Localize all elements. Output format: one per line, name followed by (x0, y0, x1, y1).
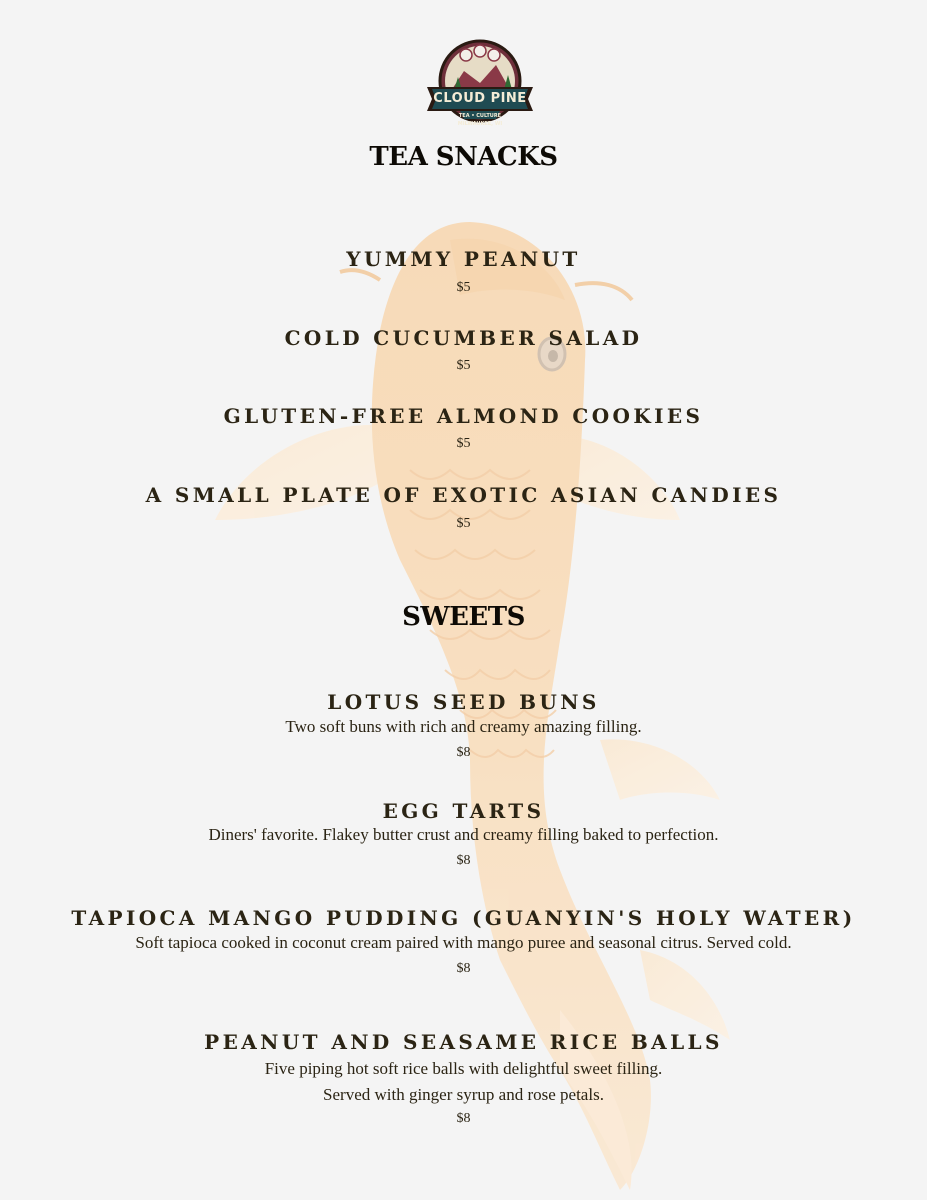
logo-tagline: TEA • CULTURE (458, 113, 502, 119)
menu-item-description: Diners' favorite. Flakey butter crust and creamy filling baked to perfection. (208, 825, 719, 844)
menu-item-price: $5 (456, 436, 471, 451)
cloud-pine-logo (424, 37, 536, 129)
menu-item-price: $5 (456, 516, 471, 531)
menu-item-name: COLD CUCUMBER SALAD (284, 326, 643, 350)
menu-item-name: YUMMY PEANUT (346, 247, 581, 271)
menu-item-name: LOTUS SEED BUNS (327, 690, 600, 714)
menu-item-description: Served with ginger syrup and rose petals. (323, 1085, 604, 1104)
menu-item-price: $8 (456, 1111, 471, 1126)
menu-item-name: GLUTEN-FREE ALMOND COOKIES (223, 404, 704, 428)
menu-item-price: $5 (456, 358, 471, 373)
tea-snacks-heading: TEA SNACKS (369, 142, 558, 172)
menu-item-price: $8 (456, 853, 471, 868)
logo-location: MILWAUKEE, WI (457, 121, 503, 127)
menu-item-name: TAPIOCA MANGO PUDDING (GUANYIN'S HOLY WATER) (71, 906, 856, 930)
menu-item-description: Soft tapioca cooked in coconut cream paired with mango puree and seasonal citrus. Served cold. (135, 933, 792, 952)
menu-item-description: Five piping hot soft rice balls with delightful sweet filling. (264, 1059, 663, 1078)
sweets-heading: SWEETS (402, 602, 525, 632)
menu-item-name: A SMALL PLATE OF EXOTIC ASIAN CANDIES (145, 483, 782, 507)
menu-item-price: $8 (456, 961, 471, 976)
menu-item-name: EGG TARTS (382, 799, 545, 823)
logo-name: CLOUD PINE (433, 91, 527, 106)
menu-item-price: $8 (456, 745, 471, 760)
menu-item-name: PEANUT AND SEASAME RICE BALLS (204, 1030, 723, 1054)
menu-item-price: $5 (456, 280, 471, 295)
menu-item-description: Two soft buns with rich and creamy amazing filling. (285, 717, 642, 736)
